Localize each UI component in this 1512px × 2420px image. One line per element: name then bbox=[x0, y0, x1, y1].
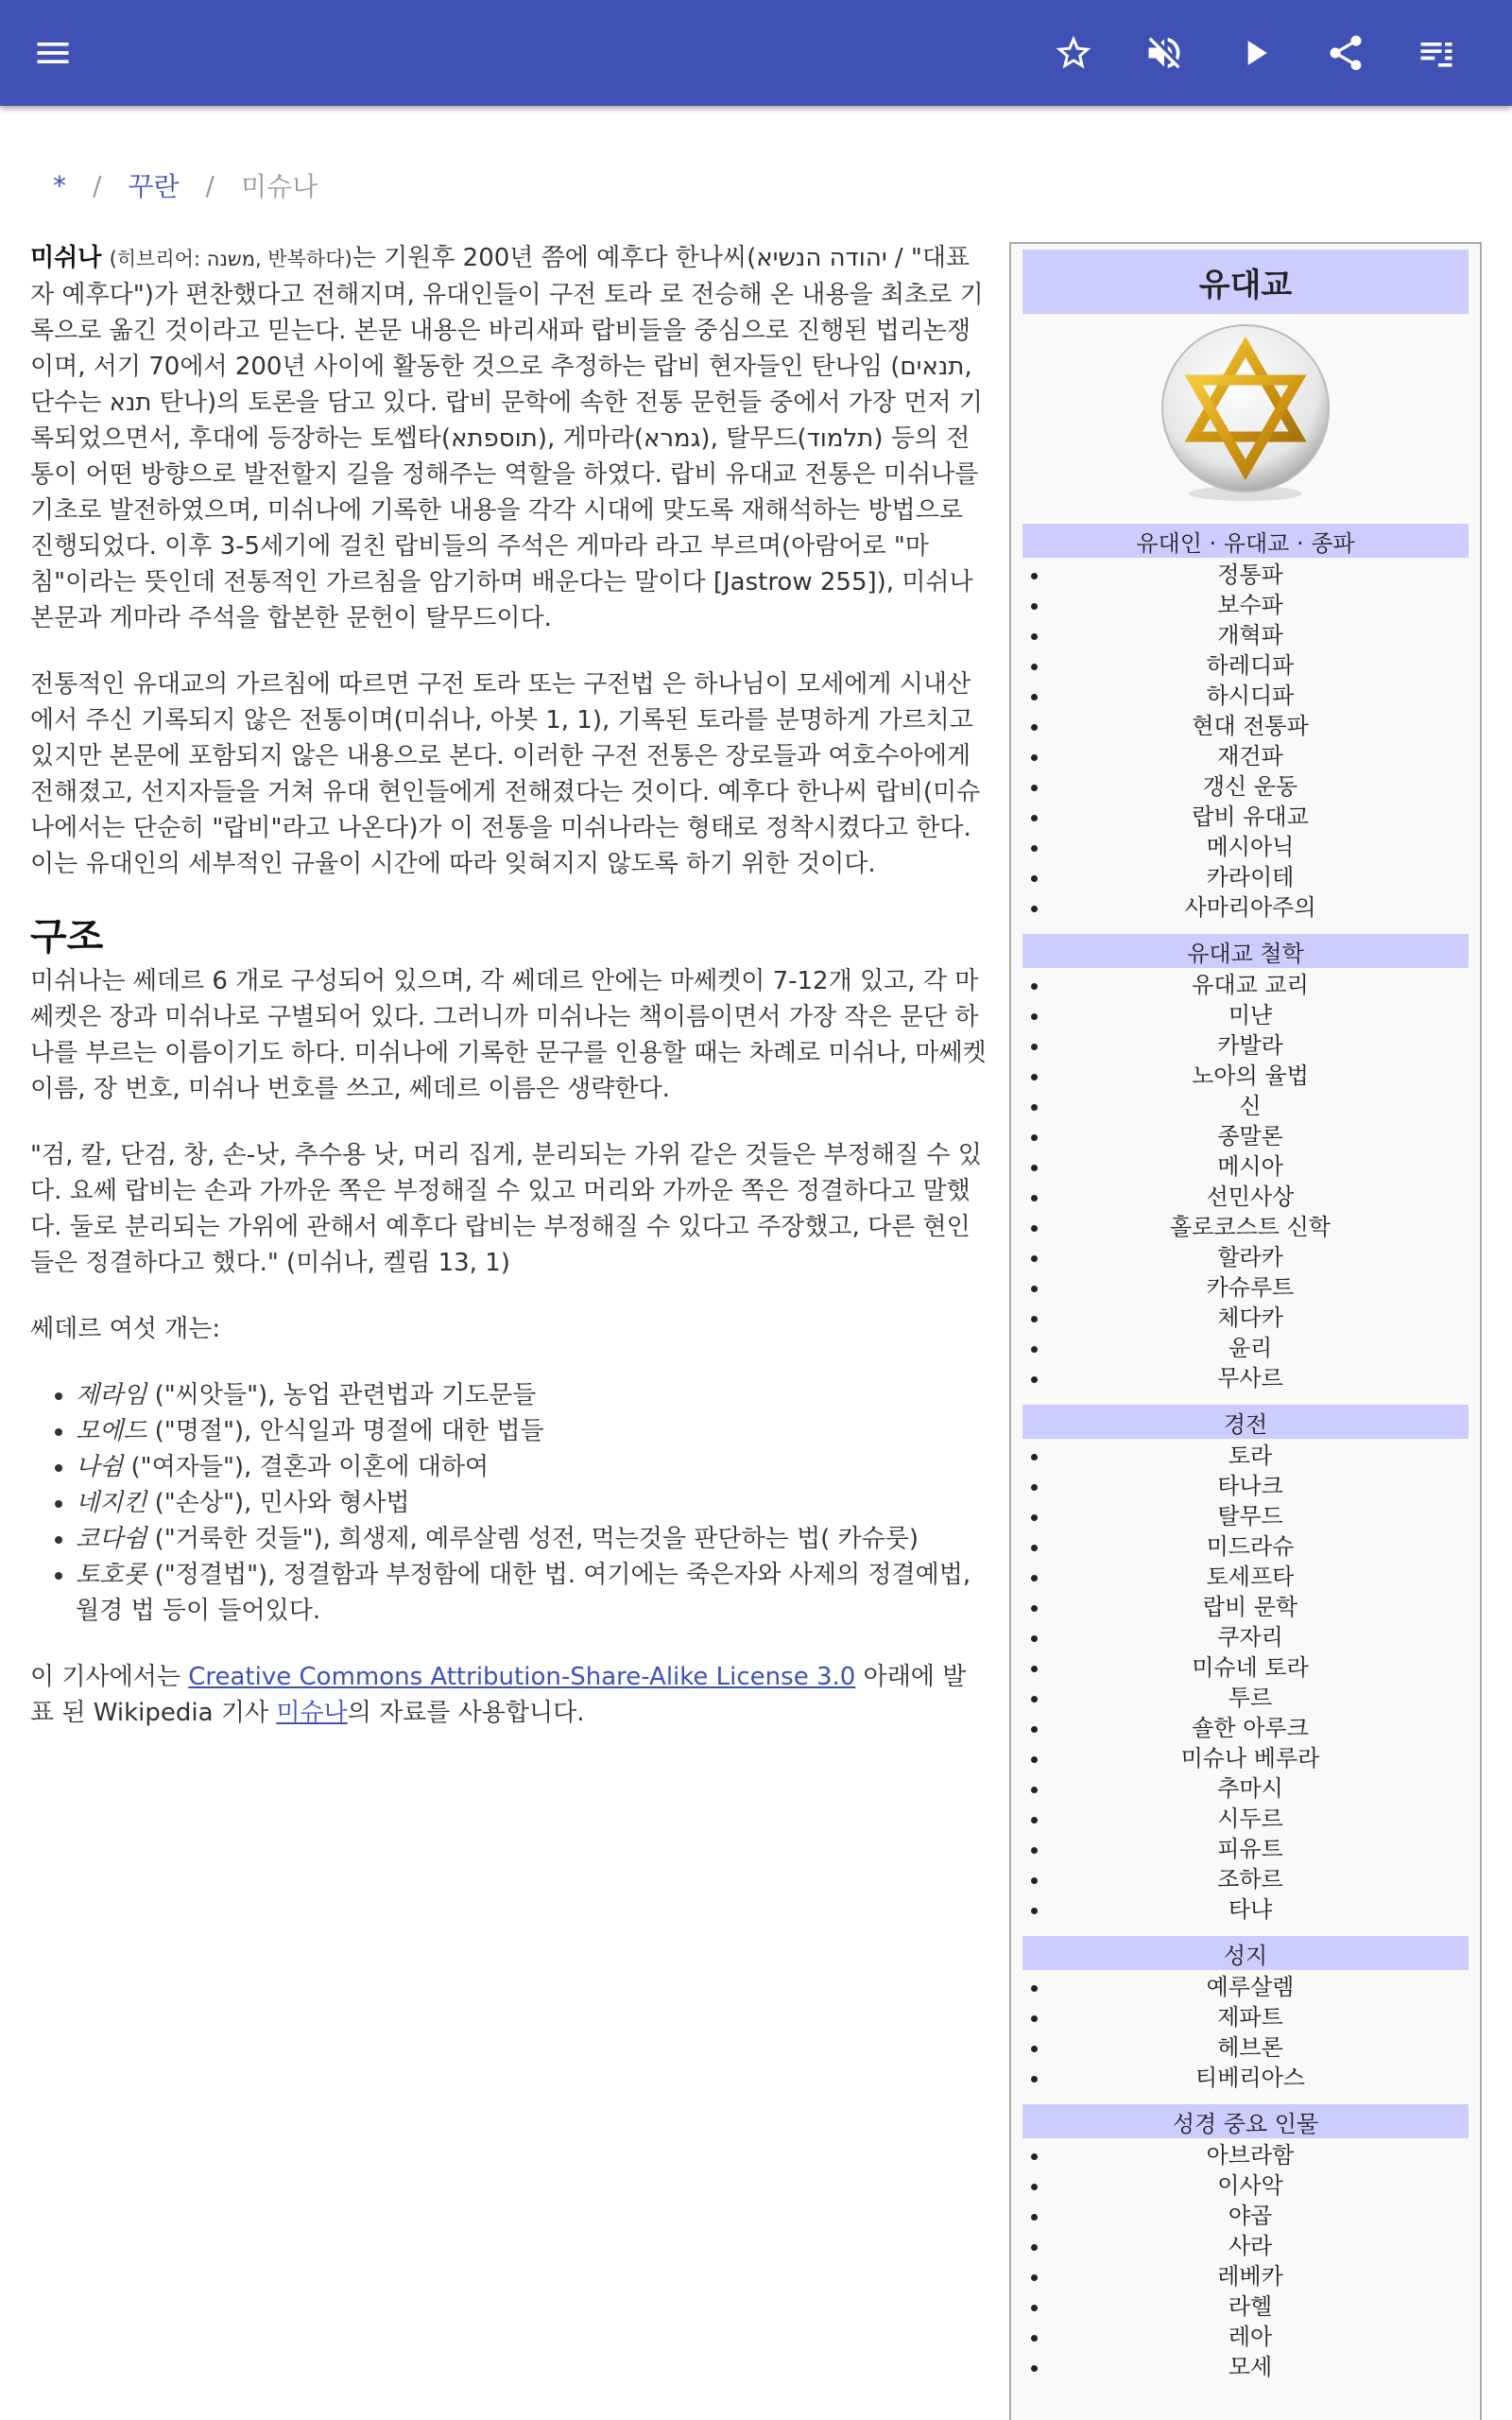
infobox-section bbox=[1022, 524, 1469, 923]
breadcrumb-parent-link[interactable]: 꾸란 bbox=[128, 171, 180, 202]
seder-name: 모에드 bbox=[76, 1417, 147, 1445]
infobox-list bbox=[1022, 560, 1469, 923]
infobox-list-item[interactable]: • 이사악 bbox=[1051, 2170, 1469, 2201]
section-heading-structure: 구조 bbox=[30, 915, 104, 959]
star-of-david-icon bbox=[1156, 319, 1335, 508]
seder-description: ("손상"), 민사와 형사법 bbox=[146, 1489, 410, 1517]
seder-description: ("정결법"), 정결함과 부정함에 대한 법. 여기에는 죽은자와 사제의 정결예법, 월경 법 등이 들어있다. bbox=[76, 1561, 971, 1625]
seder-item bbox=[76, 1485, 987, 1521]
infobox-list bbox=[1022, 2140, 1469, 2382]
infobox-list-item[interactable]: • 재건파 bbox=[1051, 741, 1469, 771]
infobox-list-item[interactable]: • 투르 bbox=[1051, 1683, 1469, 1713]
license-text: 이 기사에서는 bbox=[30, 1663, 189, 1691]
infobox-list-item[interactable]: • 홀로코스트 신학 bbox=[1051, 1212, 1469, 1242]
infobox-list bbox=[1022, 970, 1469, 1393]
breadcrumb-separator: / bbox=[93, 169, 102, 201]
structure-paragraph: 미쉬나는 쎄데르 6 개로 구성되어 있으며, 각 쎄데르 안에는 마쎄켓이 7-12개 있고, 각 마쎄켓은 장과 미쉬나로 구별되어 있다. 그러니까 미쉬나는 책이름이면서 가장 작은 문단 하나를 부르는 이름이기도 하다. 미쉬나에 기록한 문구를 인용할 때는 차례로 미쉬나, 마쎄켓 이름, 장 번호, 미쉬나 번호를 쓰고, 쎄데르 이름은 생략한다. bbox=[30, 967, 987, 1103]
infobox-list-item[interactable]: • 조하르 bbox=[1051, 1864, 1469, 1894]
hebrew-note: (히브리어: משנה, 반복하다) bbox=[109, 248, 352, 270]
infobox-list-item[interactable]: • 미냔 bbox=[1051, 1000, 1469, 1030]
infobox-list-item[interactable]: • 카라이테 bbox=[1051, 862, 1469, 892]
infobox-list-item[interactable]: • 체다카 bbox=[1051, 1303, 1469, 1333]
infobox-list-item[interactable]: • 미드라슈 bbox=[1051, 1531, 1469, 1562]
share-icon[interactable] bbox=[1319, 26, 1372, 79]
quote-paragraph: "검, 칼, 단검, 창, 손-낫, 추수용 낫, 머리 집게, 분리되는 가위 같은 것들은 부정해질 수 있다. 요쎄 랍비는 손과 가까운 쪽은 부정해질 수 있고 머리와 가까운 쪽은 정결하다고 말했다. 둘로 분리되는 가위에 관해서 예후다 랍비는 부정해질 수 있다고 주장했고, 다른 현인들은 정결하다고 했다." (미쉬나, 켈림 13, 1) bbox=[30, 1141, 982, 1277]
app-bar bbox=[0, 0, 1512, 106]
infobox-list-item[interactable]: • 미슈나 베루라 bbox=[1051, 1743, 1469, 1773]
infobox-list-item[interactable]: • 노아의 율법 bbox=[1051, 1061, 1469, 1091]
infobox-list-item[interactable]: • 메시아닉 bbox=[1051, 832, 1469, 862]
infobox-section-header: 성경 중요 인물 bbox=[1022, 2104, 1469, 2138]
infobox-list bbox=[1022, 1441, 1469, 1925]
sedarim-list bbox=[76, 1377, 987, 1629]
infobox-list-item[interactable]: • 토세프타 bbox=[1051, 1562, 1469, 1592]
star-of-david-emblem bbox=[1011, 314, 1480, 512]
infobox-list-item[interactable]: • 정통파 bbox=[1051, 560, 1469, 590]
infobox-section bbox=[1022, 934, 1469, 1393]
infobox-list-item[interactable]: • 하레디파 bbox=[1051, 650, 1469, 681]
seder-name: 나쉼 bbox=[76, 1453, 124, 1481]
infobox-list-item[interactable]: • 피유트 bbox=[1051, 1834, 1469, 1864]
seder-item bbox=[76, 1557, 987, 1629]
infobox-list-item[interactable]: • 신 bbox=[1051, 1091, 1469, 1121]
infobox-list-item[interactable]: • 갱신 운동 bbox=[1051, 771, 1469, 802]
star-icon[interactable] bbox=[1047, 26, 1100, 79]
infobox-list-item[interactable]: • 티베리아스 bbox=[1051, 2063, 1469, 2093]
license-text: 아래에 발표 된 Wikipedia 기사 bbox=[30, 1663, 967, 1727]
breadcrumb-current: 미슈나 bbox=[240, 171, 318, 202]
breadcrumb-home-link[interactable]: * bbox=[53, 169, 66, 201]
infobox-list-item[interactable]: • 선민사상 bbox=[1051, 1182, 1469, 1212]
breadcrumb bbox=[53, 166, 318, 204]
infobox-sections bbox=[1011, 524, 1480, 2382]
article-subject: 미쉬나 bbox=[30, 244, 102, 272]
license-link[interactable]: Creative Commons Attribution-Share-Alike License 3.0 bbox=[188, 1663, 856, 1691]
infobox-section-header: 경전 bbox=[1022, 1405, 1469, 1439]
infobox-list-item[interactable]: • 레베카 bbox=[1051, 2261, 1469, 2291]
infobox-list-item[interactable]: • 쿠자리 bbox=[1051, 1622, 1469, 1652]
infobox-list-item[interactable]: • 숄한 아루크 bbox=[1051, 1713, 1469, 1743]
infobox-section bbox=[1022, 1936, 1469, 2093]
seder-name: 네지킨 bbox=[76, 1489, 147, 1517]
infobox-list-item[interactable]: • 추마시 bbox=[1051, 1773, 1469, 1804]
infobox-list-item[interactable]: • 카발라 bbox=[1051, 1030, 1469, 1061]
article-body bbox=[30, 240, 987, 1761]
infobox-list-item[interactable]: • 제파트 bbox=[1051, 2002, 1469, 2032]
infobox-list-item[interactable]: • 미슈네 토라 bbox=[1051, 1652, 1469, 1683]
infobox-list-item[interactable]: • 헤브론 bbox=[1051, 2032, 1469, 2063]
infobox-list-item[interactable]: • 카슈루트 bbox=[1051, 1272, 1469, 1303]
mute-icon[interactable] bbox=[1138, 26, 1191, 79]
infobox-section-header: 성지 bbox=[1022, 1936, 1469, 1970]
infobox-list-item[interactable]: • 유대교 교리 bbox=[1051, 970, 1469, 1000]
infobox-list-item[interactable]: • 무사르 bbox=[1051, 1363, 1469, 1393]
infobox-list-item[interactable]: • 윤리 bbox=[1051, 1333, 1469, 1363]
seder-name: 제라임 bbox=[76, 1381, 147, 1409]
infobox bbox=[1009, 242, 1482, 2420]
infobox-list-item[interactable]: • 아브라함 bbox=[1051, 2140, 1469, 2170]
play-icon[interactable] bbox=[1228, 26, 1281, 79]
playlist-icon[interactable] bbox=[1410, 26, 1463, 79]
infobox-title: 유대교 bbox=[1022, 250, 1469, 314]
infobox-list-item[interactable]: • 타나크 bbox=[1051, 1471, 1469, 1501]
infobox-list-item[interactable]: • 종말론 bbox=[1051, 1121, 1469, 1151]
seder-name: 코다쉼 bbox=[76, 1525, 147, 1553]
infobox-list-item[interactable]: • 사라 bbox=[1051, 2231, 1469, 2261]
infobox-list-item[interactable]: • 랍비 문학 bbox=[1051, 1592, 1469, 1622]
infobox-list-item[interactable]: • 랍비 유대교 bbox=[1051, 802, 1469, 832]
license-text: 의 자료를 사용합니다. bbox=[347, 1699, 585, 1727]
infobox-section-header: 유대인 · 유대교 · 종파 bbox=[1022, 524, 1469, 558]
seder-description: ("명절"), 안식일과 명절에 대한 법들 bbox=[146, 1417, 544, 1445]
infobox-list-item[interactable]: • 예루살렘 bbox=[1051, 1972, 1469, 2002]
intro-text: 는 기원후 200년 쯤에 예후다 한나씨(יהודה הנשיא / "대표자 예후다")가 편찬했다고 전해지며, 유대인들이 구전 토라 로 전승해 온 내용을 최초로 기록으로 옮긴 것이라고 믿는다. 본문 내용은 바리새파 랍비들을 중심으로 진행된 법리논쟁이며, 서기 70에서 200년 사이에 활동한 것으로 추정하는 랍비 현자들인 탄나임 (תנאים, 단수는 תנא 탄나)의 토론을 담고 있다. 랍비 문학에 속한 전통 문헌들 중에서 가장 먼저 기록되었으면서, 후대에 등장하는 토쎕타(תוספתא), 게마라(גמרא), 탈무드(תלמוד) 등의 전통이 어떤 방향으로 발전할지 길을 정해주는 역할을 하였다. 랍비 유대교 전통은 미쉬나를 기초로 발전하였으며, 미쉬나에 기록한 내용을 각각 시대에 맞도록 재해석하는 방법으로 진행되었다. 이후 3-5세기에 걸친 랍비들의 주석은 게마라 라고 부르며(아람어로 "마침"이라는 뜻인데 전통적인 가르침을 암기하며 배운다는 말이다 [Jastrow 255]), 미쉬나 본문과 게마라 주석을 합본한 문헌이 탈무드이다. bbox=[30, 244, 984, 632]
seder-description: ("거룩한 것들"), 희생제, 예루살렘 성전, 먹는것을 판단하는 법( 카슈룻) bbox=[146, 1525, 919, 1553]
infobox-list-item[interactable]: • 레아 bbox=[1051, 2322, 1469, 2352]
seder-item bbox=[76, 1413, 987, 1449]
source-article-link[interactable]: 미슈나 bbox=[276, 1699, 348, 1727]
infobox-list-item[interactable]: • 타냐 bbox=[1051, 1894, 1469, 1925]
seder-item bbox=[76, 1449, 987, 1485]
seder-item bbox=[76, 1521, 987, 1557]
infobox-list-item[interactable]: • 사마리아주의 bbox=[1051, 892, 1469, 923]
breadcrumb-separator: / bbox=[205, 169, 215, 201]
infobox-section bbox=[1022, 2104, 1469, 2382]
infobox-list-item[interactable]: • 메시아 bbox=[1051, 1151, 1469, 1182]
sedarim-intro: 쎄데르 여섯 개는: bbox=[30, 1315, 221, 1343]
infobox-list-item[interactable]: • 모세 bbox=[1051, 2352, 1469, 2382]
infobox-list bbox=[1022, 1972, 1469, 2093]
infobox-list-item[interactable]: • 하시디파 bbox=[1051, 681, 1469, 711]
infobox-list-item[interactable]: • 야곱 bbox=[1051, 2201, 1469, 2231]
infobox-list-item[interactable]: • 보수파 bbox=[1051, 590, 1469, 620]
seder-description: ("씨앗들"), 농업 관련법과 기도문들 bbox=[146, 1381, 537, 1409]
infobox-list-item[interactable]: • 탈무드 bbox=[1051, 1501, 1469, 1531]
oral-tradition-paragraph: 전통적인 유대교의 가르침에 따르면 구전 토라 또는 구전법 은 하나님이 모세에게 시내산 에서 주신 기록되지 않은 전통이며(미쉬나, 아봇 1, 1), 기록된 토라를 분명하게 가르치고 있지만 본문에 포함되지 않은 내용으로 본다. 이러한 구전 전통은 장로들과 여호수아에게 전해졌고, 선지자들을 거쳐 유대 현인들에게 전해졌다는 것이다. 예후다 한나씨 랍비(미슈나에서는 단순히 "랍비"라고 나온다)가 이 전통을 미쉬나라는 형태로 정착시켰다고 한다. 이는 유대인의 세부적인 규율이 시간에 따라 잊혀지지 않도록 하기 위한 것이다. bbox=[30, 670, 981, 878]
seder-item bbox=[76, 1377, 987, 1413]
infobox-list-item[interactable]: • 개혁파 bbox=[1051, 620, 1469, 650]
infobox-section bbox=[1022, 1405, 1469, 1925]
infobox-list-item[interactable]: • 할라카 bbox=[1051, 1242, 1469, 1272]
menu-icon[interactable] bbox=[26, 26, 79, 79]
intro-paragraph bbox=[30, 240, 987, 636]
infobox-list-item[interactable]: • 현대 전통파 bbox=[1051, 711, 1469, 741]
infobox-list-item[interactable]: • 시두르 bbox=[1051, 1804, 1469, 1834]
infobox-section-header: 유대교 철학 bbox=[1022, 934, 1469, 968]
license-notice bbox=[30, 1659, 987, 1731]
seder-description: ("여자들"), 결혼과 이혼에 대하여 bbox=[123, 1453, 490, 1481]
seder-name: 토호롯 bbox=[76, 1561, 147, 1589]
infobox-list-item[interactable]: • 라헬 bbox=[1051, 2291, 1469, 2322]
infobox-list-item[interactable]: • 토라 bbox=[1051, 1441, 1469, 1471]
